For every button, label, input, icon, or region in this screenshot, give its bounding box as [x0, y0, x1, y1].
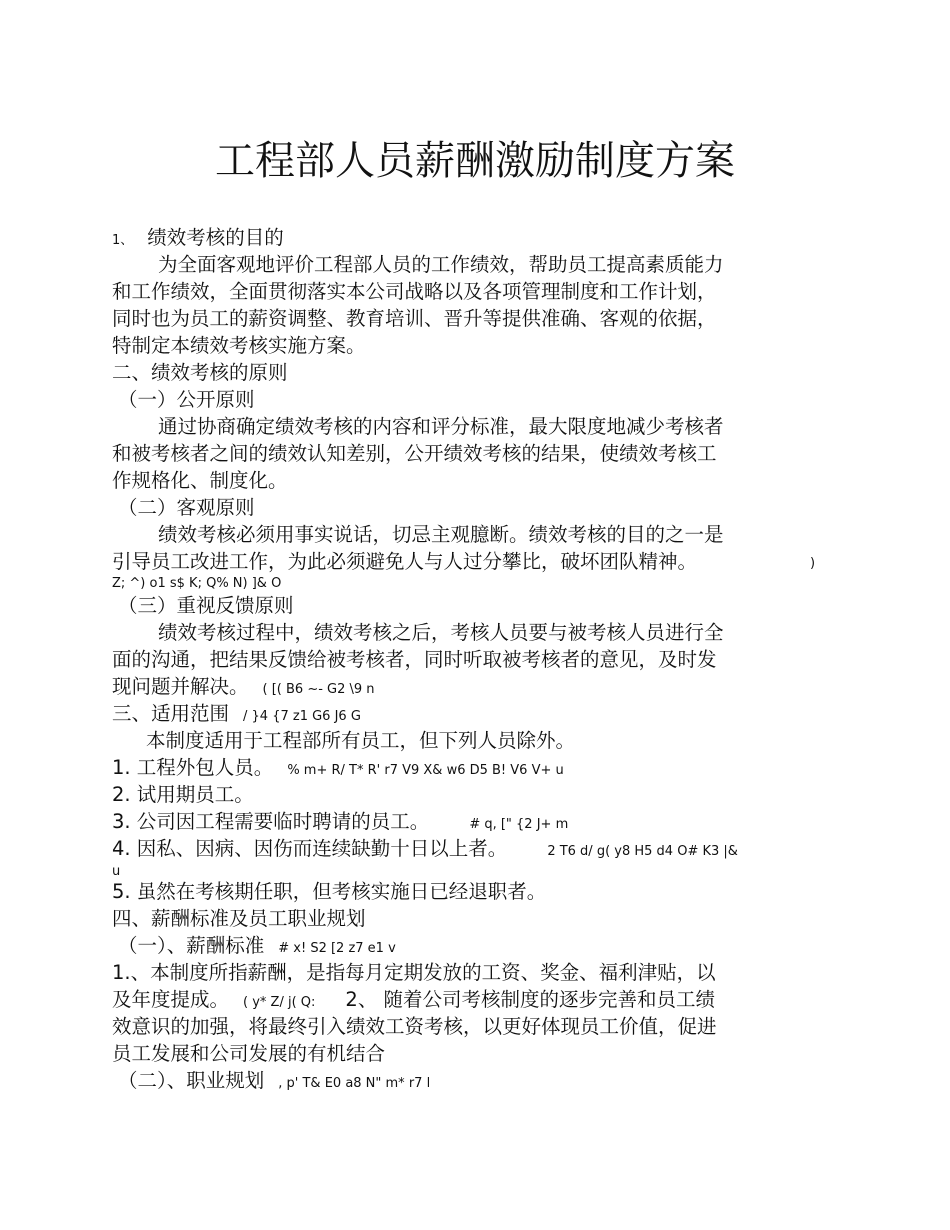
- paragraph-line: 本制度适用于工程部所有员工，但下列人员除外。: [146, 729, 576, 752]
- subsection-heading: [118, 1067, 430, 1097]
- paragraph-line: 特制定本绩效考核实施方案。: [112, 334, 366, 357]
- section-heading-1: [112, 224, 284, 254]
- list-item: [112, 835, 738, 865]
- paragraph-line: 作规格化、制度化。: [112, 469, 288, 492]
- list-item: 5. 虽然在考核期任职，但考核实施日已经退职者。: [112, 880, 547, 903]
- list-item-text: 4. 因私、因病、因伤而连续缺勤十日以上者。: [112, 837, 508, 860]
- paragraph-line: 面的沟通，把结果反馈给被考核者，同时听取被考核者的意见，及时发: [112, 648, 717, 671]
- garbled-text: ( y* Z/ j( Q:: [243, 995, 316, 1010]
- subsection-heading: （一）公开原则: [118, 388, 255, 411]
- garbled-text: ( [( B6 ~- G2 \9 n: [262, 682, 375, 697]
- garbled-text: / }4 {7 z1 G6 J6 G: [243, 709, 361, 724]
- garbled-text: 2 T6 d/ g( y8 H5 d4 O# K3 |&: [547, 844, 738, 859]
- garbled-text: u: [112, 864, 121, 879]
- section-heading-text: 三、适用范围: [112, 702, 230, 725]
- paragraph-text: 及年度提成。: [112, 988, 230, 1011]
- paragraph-text: 现问题并解决。: [112, 675, 249, 698]
- paragraph-line: 效意识的加强，将最终引入绩效工资考核，以更好体现员工价值，促进: [112, 1015, 717, 1038]
- paragraph-line: 和工作绩效，全面贯彻落实本公司战略以及各项管理制度和工作计划，: [112, 280, 717, 303]
- stray-char: ): [810, 556, 816, 571]
- list-item: [112, 808, 568, 838]
- garbled-text: # q, [" {2 J+ m: [469, 817, 569, 832]
- garbled-text: Z; ^) o1 s$ K; Q% N) ]& O: [112, 576, 282, 591]
- list-item: [112, 754, 564, 784]
- paragraph-line: 同时也为员工的薪资调整、教育培训、晋升等提供准确、客观的依据，: [112, 307, 717, 330]
- section-heading-text: 绩效考核的目的: [147, 226, 284, 249]
- paragraph-line: 员工发展和公司发展的有机结合: [112, 1042, 386, 1065]
- subsection-heading: （三）重视反馈原则: [118, 594, 294, 617]
- paragraph-line: 绩效考核必须用事实说话，切忌主观臆断。绩效考核的目的之一是: [158, 523, 724, 546]
- section-heading-3: [112, 700, 361, 730]
- paragraph-line: 为全面客观地评价工程部人员的工作绩效，帮助员工提高素质能力: [158, 253, 724, 276]
- document-title: 工程部人员薪酬激励制度方案: [215, 138, 735, 184]
- paragraph-line: 通过协商确定绩效考核的内容和评分标准，最大限度地减少考核者: [158, 415, 724, 438]
- paragraph-line: 引导员工改进工作，为此必须避免人与人过分攀比，破坏团队精神。: [112, 550, 698, 573]
- section-heading-4: 四、薪酬标准及员工职业规划: [112, 907, 366, 930]
- paragraph-text: 2、 随着公司考核制度的逐步完善和员工绩: [345, 988, 716, 1011]
- subsection-heading: [118, 932, 396, 962]
- subsection-heading: （二）客观原则: [118, 496, 255, 519]
- garbled-text: , p' T& E0 a8 N" m* r7 l: [278, 1076, 431, 1091]
- paragraph-line: 和被考核者之间的绩效认知差别，公开绩效考核的结果，使绩效考核工: [112, 442, 717, 465]
- paragraph-line: [112, 673, 375, 703]
- section-number: 1、: [112, 233, 134, 248]
- list-item-text: 3. 公司因工程需要临时聘请的员工。: [112, 810, 430, 833]
- subsection-heading-text: （一）、薪酬标准: [118, 934, 265, 957]
- paragraph-line: [112, 986, 715, 1016]
- section-heading-2: 二、绩效考核的原则: [112, 361, 288, 384]
- list-item-text: 1. 工程外包人员。: [112, 756, 274, 779]
- garbled-text: % m+ R/ T* R' r7 V9 X& w6 D5 B! V6 V+ u: [287, 763, 564, 778]
- subsection-heading-text: （二）、职业规划: [118, 1069, 265, 1092]
- paragraph-line: 绩效考核过程中，绩效考核之后，考核人员要与被考核人员进行全: [158, 621, 724, 644]
- paragraph-line: 1.、本制度所指薪酬，是指每月定期发放的工资、奖金、福利津贴，以: [112, 961, 716, 984]
- list-item: 2. 试用期员工。: [112, 783, 254, 806]
- garbled-text: # x! S2 [2 z7 e1 v: [278, 941, 396, 956]
